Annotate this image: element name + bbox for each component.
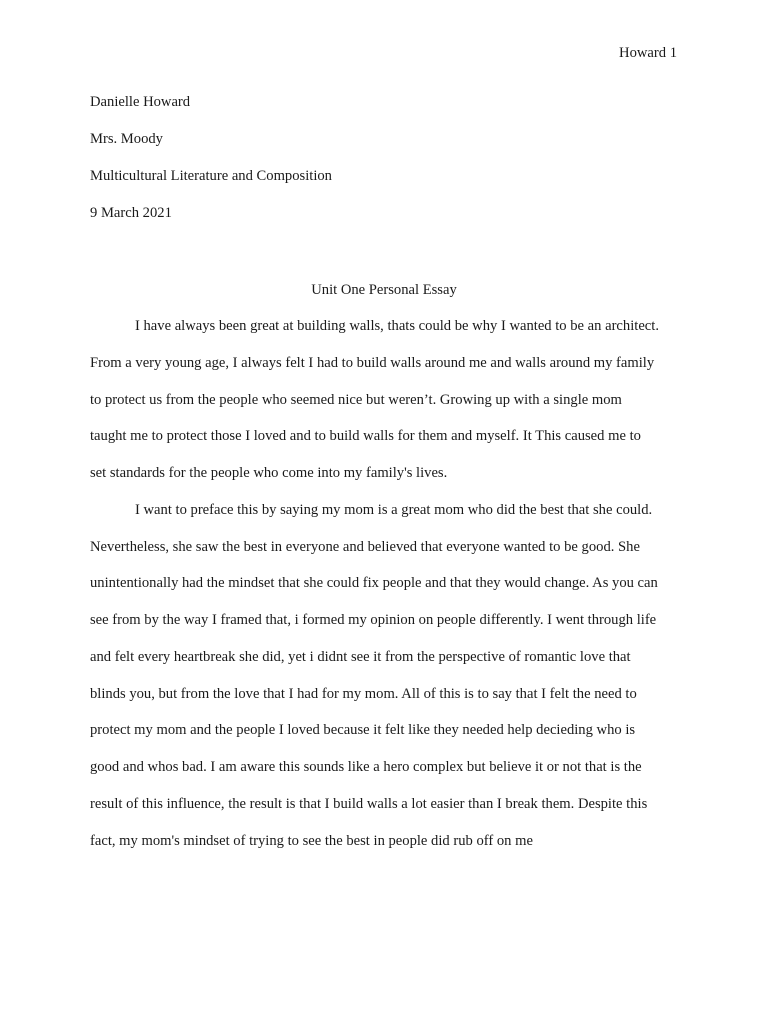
essay-date: 9 March 2021 xyxy=(90,205,172,221)
paragraph-2-line: blinds you, but from the love that I had for my mom. All of this is to say that I felt the need to xyxy=(90,685,637,702)
paragraph-1-line: set standards for the people who come into my family's lives. xyxy=(90,465,448,481)
mla-heading xyxy=(90,93,690,241)
paragraph-1-line: to protect us from the people who seemed nice but weren’t. Growing up with a single mom xyxy=(90,391,622,408)
paragraph-1-line: From a very young age, I always felt I had to build walls around me and walls around my family xyxy=(90,354,655,371)
paragraph-2-line: fact, my mom's mindset of trying to see the best in people did rub off on me xyxy=(90,832,533,849)
paragraph-2-line: and felt every heartbreak she did, yet i didnt see it from the perspective of romantic love that xyxy=(90,648,631,665)
student-name: Danielle Howard xyxy=(90,94,191,110)
paragraph-1-line: I have always been great at building walls, thats could be why I wanted to be an architect. xyxy=(135,318,659,334)
paragraph-2-line: see from by the way I framed that, i formed my opinion on people differently. I went through life xyxy=(90,612,657,628)
paragraph-2-line: Nevertheless, she saw the best in everyone and believed that everyone wanted to be good. She xyxy=(90,538,640,555)
paragraph-2-line: unintentionally had the mindset that she could fix people and that they would change. As you can xyxy=(90,575,658,592)
running-header-page-number: Howard 1 xyxy=(619,45,677,61)
paragraph-2-line: good and whos bad. I am aware this sounds like a hero complex but believe it or not that is the xyxy=(90,759,642,775)
paragraph-1-line: taught me to protect those I loved and to build walls for them and myself. It This caused me to xyxy=(90,428,641,445)
paragraph-2-line: protect my mom and the people I loved because it felt like they needed help decieding who is xyxy=(90,722,636,739)
paragraph-2-line: result of this influence, the result is that I build walls a lot easier than I break them. Despite this xyxy=(90,795,648,812)
course-name: Multicultural Literature and Composition xyxy=(90,168,332,184)
essay-body xyxy=(90,308,680,859)
essay-title: Unit One Personal Essay xyxy=(311,282,457,298)
teacher-name: Mrs. Moody xyxy=(90,131,163,147)
paragraph-2-line: I want to preface this by saying my mom is a great mom who did the best that she could. xyxy=(135,501,653,518)
